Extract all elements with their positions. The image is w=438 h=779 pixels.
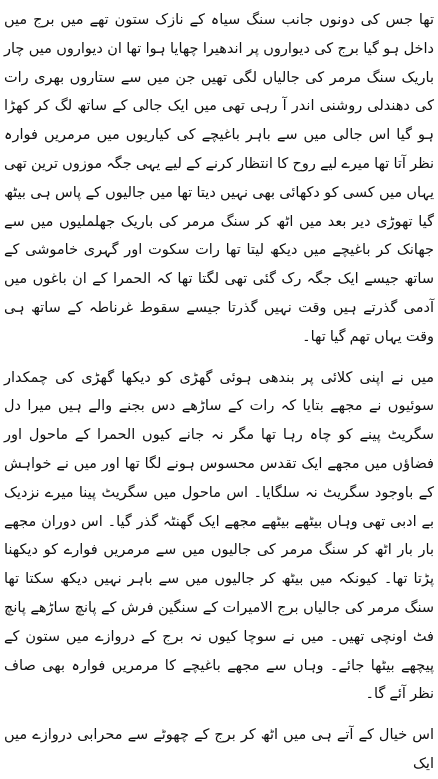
paragraph-3: اس خیال کے آتے ہی میں اٹھ کر برج کے چھوٹے سے محرابی دروازے میں ایک	[4, 727, 434, 772]
paragraph-1: تھا جس کی دونوں جانب سنگ سیاہ کے نازک ستون تھے میں برج میں داخل ہو گیا برج کی دیواروں پر اندھیرا چھایا ہوا تھا ان دیواروں میں چار باریک سنگ مرمر کی جالیاں لگی تھیں جن میں سے ستاروں بھری رات کی دھندلی روشنی اندر آ رہی تھی میں ایک جالی کے ساتھ لگ کر کھڑا ہو گیا اس جالی میں سے باہر باغیچے کی کیاریوں میں مرمریں فوارہ نظر آتا تھا میرے لیے روح کا انتظار کرنے کے لیے یہی جگہ موزوں ترین تھی یہاں میں کسی کو دکھائی بھی نہیں دیتا تھا میں جالیوں کے پاس ہی بیٹھ گیا تھوڑی دیر بعد میں اٹھ کر سنگ مرمر کی باریک جھلملیوں میں سے جھانک کر باغیچے میں دیکھ لیتا تھا رات سکوت اور گہری خاموشی کے ساتھ جیسے ایک جگہ رک گئی تھی لگتا تھا کہ الحمرا کے ان باغوں میں آدمی گذرتے ہیں وقت نہیں گذرتا جیسے سقوط غرناطہ کے ساتھ ہی وقت یہاں تھم گیا تھا۔	[4, 12, 434, 345]
paragraph-2: میں نے اپنی کلائی پر بندھی ہوئی گھڑی کو دیکھا گھڑی کی چمکدار سوئیوں نے مجھے بتایا کہ رات کے ساڑھے دس بجنے والے ہیں میرا دل سگریٹ پینے کو چاہ رہا تھا مگر نہ جانے کیوں الحمرا کے ماحول اور فضاؤں میں مجھے ایک تقدس محسوس ہونے لگا تھا اور میں نے خواہش کے باوجود سگریٹ نہ سلگایا۔ اس ماحول میں سگریٹ پینا میرے نزدیک بے ادبی تھی وہاں بیٹھے بیٹھے مجھے ایک گھنٹہ گذر گیا۔ اس دوران مجھے بار بار اٹھ کر سنگ مرمر کی جالیوں میں سے مرمریں فوارے کو دیکھنا پڑتا تھا۔ کیونکہ میں بیٹھ کر جالیوں میں سے باہر نہیں دیکھ سکتا تھا سنگ مرمر کی جالیاں برج الامیرات کے سنگین فرش کے پانچ ساڑھے پانچ فٹ اونچی تھیں۔ میں نے سوچا کیوں نہ برج کے دروازے میں ستون کے پیچھے بیٹھا جائے۔ وہاں سے مجھے باغیچے کا مرمریں فوارہ بھی صاف نظر آئے گا۔	[4, 369, 434, 703]
